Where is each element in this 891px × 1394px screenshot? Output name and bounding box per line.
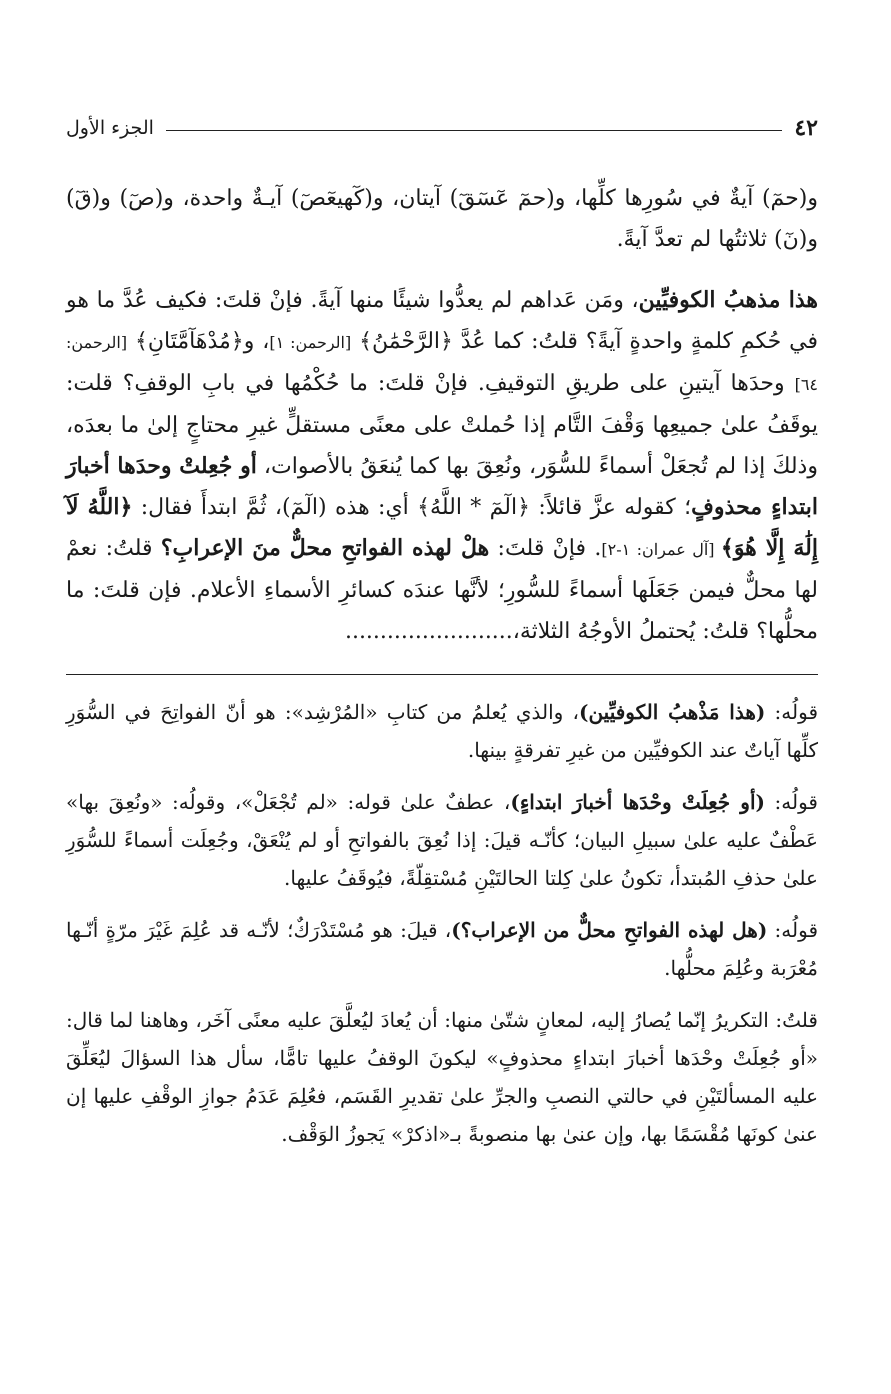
quran-reference: [آل عمران: ١-٢]	[601, 540, 721, 559]
text-segment: قلتُ: نعمْ لها محلٌّ فيمن جَعَلَها أسماءً للسُّورِ؛ لأنَّها عندَه كسائرِ الأسماءِ الأعلام. فإن قلتَ: ما محلُّها؟ قلتُ: يُحتملُ الأوجُهُ الثلاثة،........................	[66, 536, 818, 644]
page	[66, 108, 818, 1167]
note-text: ، عطفٌ علىٰ قوله: «لم تُجْعَلْ»، وقولُه: «ونُعِقَ بها» عَطْفٌ عليه علىٰ سبيلِ البيان؛ كأنّـه قيلَ: إذا نُعِقَ بالفواتحِ أو لم يُنْعَقْ، وجُعِلَت أسماءً للسُّوَرِ علىٰ حذفِ المُبتدأ، تكونُ علىٰ كِلتا الحالتَيْنِ مُسْتقِلّةً، فيُوقَفُ عليها.	[66, 790, 818, 890]
bold-question: هلْ لهذه الفواتحِ محلٌّ منَ الإعرابِ؟	[160, 535, 490, 561]
note-lead: قولُه:	[767, 918, 819, 942]
quran-reference: [الرحمن: ٦٤]	[66, 333, 818, 394]
running-title: الجزء الأول	[66, 117, 154, 139]
note-text: ، قيلَ: هو مُسْتَدْرَكٌ؛ لأنّـه قد عُلِمَ غَيْرَ مرّةٍ أنّـها مُعْرَبة وعُلِمَ محلُّها.	[66, 918, 818, 980]
note-text: ، والذي يُعلمُ من كتابِ «المُرْشِد»: هو أنّ الفواتِحَ في السُّوَرِ كلِّها آياتٌ عند الكوفيِّين من غيرِ تفرقةٍ بينها.	[66, 700, 818, 762]
commentary-note-3	[66, 911, 818, 987]
page-number: ٤٢	[794, 115, 818, 141]
bold-phrase: أو جُعِلتْ وحدَها أخبارَ ابتداءٍ محذوفٍ	[66, 453, 818, 520]
note-quote: (هذا مَذْهبُ الكوفيِّين)	[578, 700, 766, 724]
note-lead: قولُه:	[765, 700, 819, 724]
footnote-divider	[66, 674, 818, 675]
text-segment: ، ومَن عَداهم لم يعدُّوا شيئًا منها آيةً. فإنْ قلتَ: فكيف عُدَّ ما هو في حُكمِ كلمةٍ واحدةٍ آيةً؟ قلتُ: كما عُدَّ ﴿الرَّحْمَٰنُ﴾	[66, 288, 818, 354]
text-segment: ؛ كقوله عزَّ قائلاً: ﴿الٓمٓ * اللَّهُ﴾ أي: هذه (الٓمٓ)، ثُمَّ ابتدأَ فقال:	[132, 495, 692, 520]
commentary-note-4: قلتُ: التكريرُ إنّما يُصارُ إليه، لمعانٍ شتّىٰ منها: أن يُعادَ ليُعلَّقَ عليه معنًى آخَر، وهاهنا لما قال: «أو جُعِلَتْ وحْدَها أخبارَ ابتداءٍ محذوفٍ» ليكونَ الوقفُ عليها تامًّا، سأل هذا السؤالَ ليُعَلِّقَ عليه المسألتَيْنِ في حالتي النصبِ والجرِّ علىٰ تقديرِ القَسَم، فعُلِمَ عَدَمُ جوازِ الوقْفِ عليها إن عنىٰ كونَها مُقْسَمًا بها، وإن عنىٰ بها منصوبةً بـ«اذكرْ» يَجوزُ الوَقْف.	[66, 1008, 818, 1146]
main-paragraph-1: و(حمٓ) آيةٌ في سُورِها كلِّها، و(حمٓ عٓسٓقٓ) آيتان، و(كٓهيعٓصٓ) آيـةٌ واحدة، و(صٓ) و(قٓ) و(نٓ) ثلاثتُها لم تعدَّ آيةً.	[66, 186, 818, 252]
text-segment: وحدَها آيتينِ على طريقِ التوقيفِ. فإنْ قلتَ: ما حُكْمُها في بابِ الوقفِ؟ قلت: يوقَفُ علىٰ جميعِها وَقْفَ التَّام إذا حُملتْ على معنًى مستقلٍّ غيرِ محتاجٍ إلىٰ ما بعدَه، وذلكَ إذا لم تُجعَلْ أسماءً للسُّوَر، ونُعِقَ بها كما يُنعَقُ بالأصوات،	[66, 371, 818, 479]
bold-lead: هذا مذهبُ الكوفيِّين	[638, 287, 818, 313]
commentary-note-2	[66, 783, 818, 897]
header-rule	[166, 130, 782, 131]
main-paragraph-2	[66, 280, 818, 652]
note-quote: (هل لهذه الفواتحِ محلٌّ من الإعراب؟)	[451, 918, 768, 942]
commentary-note-1	[66, 693, 818, 769]
text-segment: . فإنْ قلتَ:	[489, 536, 602, 561]
bold-verse: ﴿اللَّهُ لَآ إِلَٰهَ إِلَّا هُوَ﴾	[66, 494, 818, 561]
note-quote: (أو جُعِلَتْ وحْدَها أخبارَ ابتداءٍ)	[510, 790, 765, 814]
quran-reference: [الرحمن: ١]	[269, 333, 352, 352]
page-header	[66, 108, 818, 148]
note-lead: قولُه:	[764, 790, 818, 814]
text-segment: ، و﴿مُدْهَآمَّتَانِ﴾	[127, 329, 270, 354]
